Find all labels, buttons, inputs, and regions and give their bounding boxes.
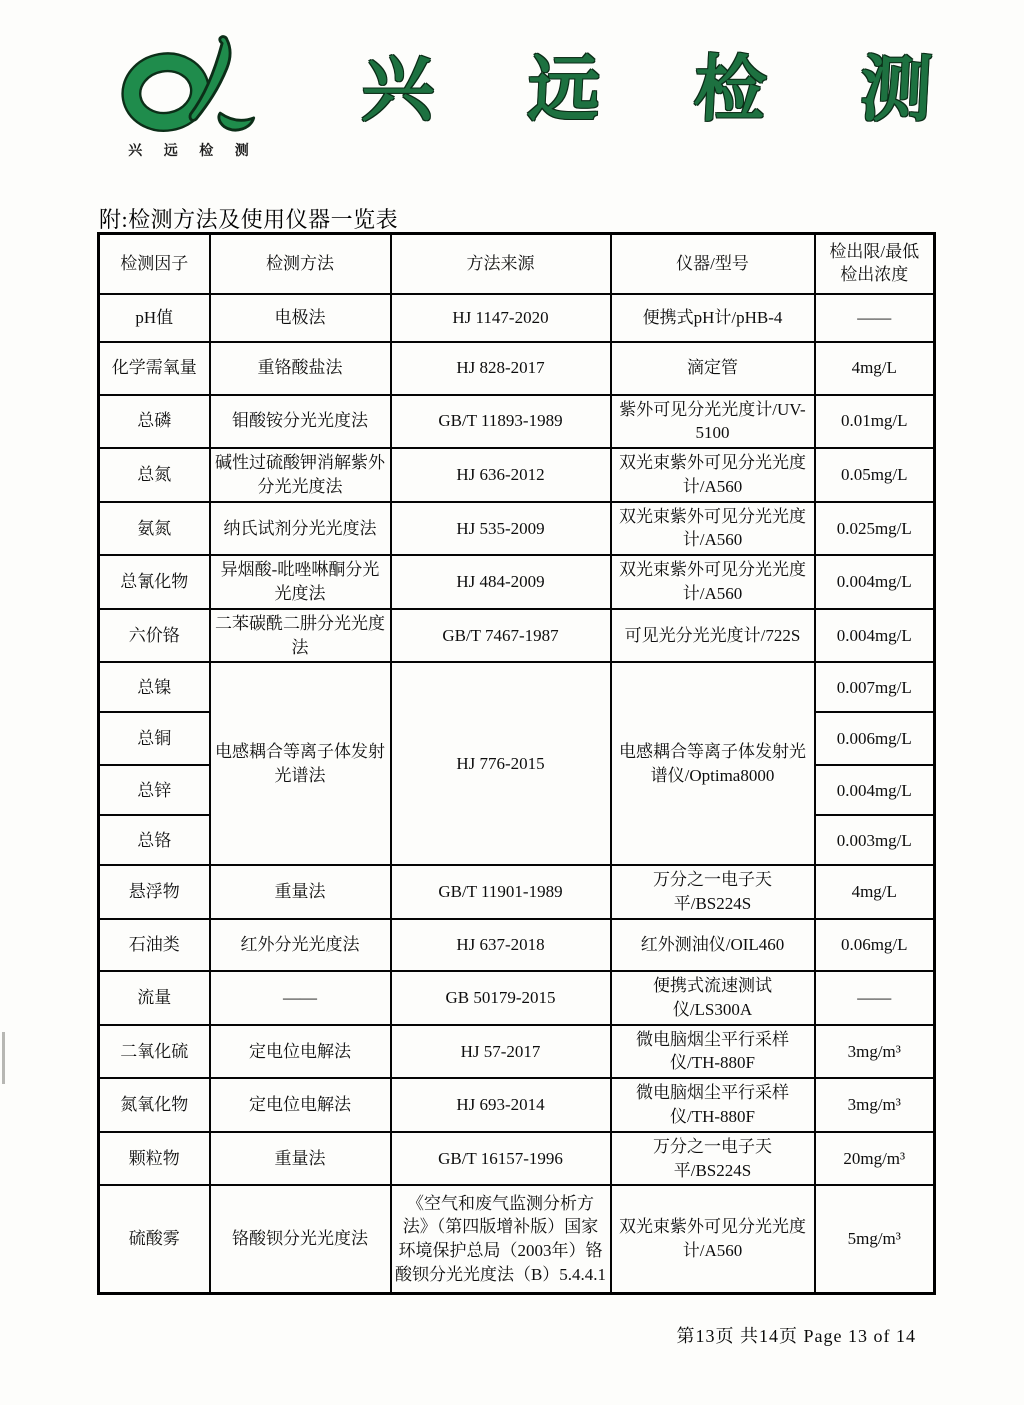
instrument-cell: 便携式pH计/pHB-4	[611, 294, 815, 342]
method-cell: ——	[210, 971, 391, 1025]
attachment-table-heading: 附:检测方法及使用仪器一览表	[99, 207, 399, 232]
method-cell: 铬酸钡分光光度法	[210, 1185, 391, 1293]
limit-cell: 3mg/m³	[815, 1078, 935, 1132]
source-cell: 《空气和废气监测分析方法》（第四版增补版）国家环境保护总局（2003年）铬酸钡分光光度法（B）5.4.4.1	[391, 1185, 611, 1293]
table-header-row	[99, 234, 935, 294]
instrument-cell: 双光束紫外可见分光光度计/A560	[611, 555, 815, 609]
title-char: 远	[525, 50, 603, 130]
instrument-cell: 紫外可见分光光度计/UV-5100	[611, 395, 815, 449]
table-row	[99, 502, 935, 556]
method-cell: 红外分光光度法	[210, 919, 391, 971]
instrument-cell: 便携式流速测试仪/LS300A	[611, 971, 815, 1025]
source-cell: GB/T 11893-1989	[391, 395, 611, 449]
title-char: 测	[857, 50, 935, 130]
factor-cell: pH值	[99, 294, 210, 342]
source-cell-merged: HJ 776-2015	[391, 662, 611, 865]
header-limit	[815, 234, 935, 294]
source-cell: HJ 636-2012	[391, 448, 611, 502]
header-factor: 检测因子	[99, 234, 210, 294]
limit-cell: 3mg/m³	[815, 1025, 935, 1079]
table-row	[99, 971, 935, 1025]
method-cell-merged: 电感耦合等离子体发射光谱法	[210, 662, 391, 865]
instrument-cell: 双光束紫外可见分光光度计/A560	[611, 1185, 815, 1293]
header-limit-line2: 检出浓度	[840, 264, 909, 284]
title-char: 检	[691, 50, 769, 130]
methods-instruments-table	[97, 232, 936, 1295]
limit-cell: ——	[815, 971, 935, 1025]
method-cell: 电极法	[210, 294, 391, 342]
table-row	[99, 342, 935, 395]
source-cell: HJ 693-2014	[391, 1078, 611, 1132]
header-limit-line1: 检出限/最低	[829, 241, 920, 261]
source-cell: GB/T 7467-1987	[391, 609, 611, 663]
limit-cell: ——	[815, 294, 935, 342]
table-row	[99, 555, 935, 609]
header-method: 检测方法	[210, 234, 391, 294]
limit-cell: 0.003mg/L	[815, 815, 935, 865]
limit-cell: 0.025mg/L	[815, 502, 935, 556]
source-cell: GB/T 11901-1989	[391, 865, 611, 919]
source-cell: HJ 484-2009	[391, 555, 611, 609]
instrument-cell: 微电脑烟尘平行采样仪/TH-880F	[611, 1078, 815, 1132]
source-cell: HJ 535-2009	[391, 502, 611, 556]
factor-cell: 总氮	[99, 448, 210, 502]
table-row	[99, 1132, 935, 1186]
page-footer: 第13页 共14页 Page 13 of 14	[676, 1326, 916, 1346]
limit-cell: 0.004mg/L	[815, 609, 935, 663]
limit-cell: 0.06mg/L	[815, 919, 935, 971]
table-row	[99, 609, 935, 663]
source-cell: GB 50179-2015	[391, 971, 611, 1025]
factor-cell: 悬浮物	[99, 865, 210, 919]
factor-cell: 总镍	[99, 662, 210, 712]
factor-cell: 总锌	[99, 765, 210, 815]
factor-cell: 六价铬	[99, 609, 210, 663]
header-instrument: 仪器/型号	[611, 234, 815, 294]
company-logo	[108, 28, 278, 160]
factor-cell: 流量	[99, 971, 210, 1025]
instrument-cell: 双光束紫外可见分光光度计/A560	[611, 502, 815, 556]
method-cell: 二苯碳酰二肼分光光度法	[210, 609, 391, 663]
instrument-cell: 可见光分光光度计/722S	[611, 609, 815, 663]
source-cell: GB/T 16157-1996	[391, 1132, 611, 1186]
method-cell: 重铬酸盐法	[210, 342, 391, 395]
limit-cell: 0.007mg/L	[815, 662, 935, 712]
method-cell: 异烟酸-吡唑啉酮分光光度法	[210, 555, 391, 609]
source-cell: HJ 828-2017	[391, 342, 611, 395]
instrument-cell: 滴定管	[611, 342, 815, 395]
limit-cell: 0.01mg/L	[815, 395, 935, 449]
factor-cell: 二氧化硫	[99, 1025, 210, 1079]
factor-cell: 总铜	[99, 712, 210, 765]
factor-cell: 氨氮	[99, 502, 210, 556]
table-row	[99, 1025, 935, 1079]
table-row	[99, 1185, 935, 1293]
instrument-cell: 万分之一电子天平/BS224S	[611, 1132, 815, 1186]
instrument-cell: 双光束紫外可见分光光度计/A560	[611, 448, 815, 502]
limit-cell: 5mg/m³	[815, 1185, 935, 1293]
table-row	[99, 395, 935, 449]
source-cell: HJ 1147-2020	[391, 294, 611, 342]
factor-cell: 氮氧化物	[99, 1078, 210, 1132]
header-source: 方法来源	[391, 234, 611, 294]
method-cell: 碱性过硫酸钾消解紫外分光光度法	[210, 448, 391, 502]
logo-caption: 兴 远 检 测	[128, 144, 258, 159]
method-cell: 钼酸铵分光光度法	[210, 395, 391, 449]
table-row	[99, 662, 935, 712]
limit-cell: 0.05mg/L	[815, 448, 935, 502]
instrument-cell: 红外测油仪/OIL460	[611, 919, 815, 971]
limit-cell: 0.006mg/L	[815, 712, 935, 765]
factor-cell: 颗粒物	[99, 1132, 210, 1186]
table-row	[99, 1078, 935, 1132]
table-row	[99, 919, 935, 971]
source-cell: HJ 637-2018	[391, 919, 611, 971]
instrument-cell: 万分之一电子天平/BS224S	[611, 865, 815, 919]
method-cell: 重量法	[210, 865, 391, 919]
company-title	[359, 42, 935, 138]
table-row	[99, 448, 935, 502]
alpha-logo-icon	[108, 28, 276, 138]
factor-cell: 硫酸雾	[99, 1185, 210, 1293]
source-cell: HJ 57-2017	[391, 1025, 611, 1079]
scan-artifact	[2, 1032, 5, 1084]
table-row	[99, 294, 935, 342]
title-char: 兴	[359, 50, 437, 130]
method-cell: 定电位电解法	[210, 1078, 391, 1132]
factor-cell: 总氰化物	[99, 555, 210, 609]
limit-cell: 4mg/L	[815, 865, 935, 919]
factor-cell: 化学需氧量	[99, 342, 210, 395]
limit-cell: 0.004mg/L	[815, 555, 935, 609]
limit-cell: 0.004mg/L	[815, 765, 935, 815]
method-cell: 定电位电解法	[210, 1025, 391, 1079]
limit-cell: 4mg/L	[815, 342, 935, 395]
instrument-cell: 微电脑烟尘平行采样仪/TH-880F	[611, 1025, 815, 1079]
table-row	[99, 865, 935, 919]
method-cell: 纳氏试剂分光光度法	[210, 502, 391, 556]
method-cell: 重量法	[210, 1132, 391, 1186]
factor-cell: 总磷	[99, 395, 210, 449]
limit-cell: 20mg/m³	[815, 1132, 935, 1186]
instrument-cell-merged: 电感耦合等离子体发射光谱仪/Optima8000	[611, 662, 815, 865]
factor-cell: 石油类	[99, 919, 210, 971]
factor-cell: 总铬	[99, 815, 210, 865]
